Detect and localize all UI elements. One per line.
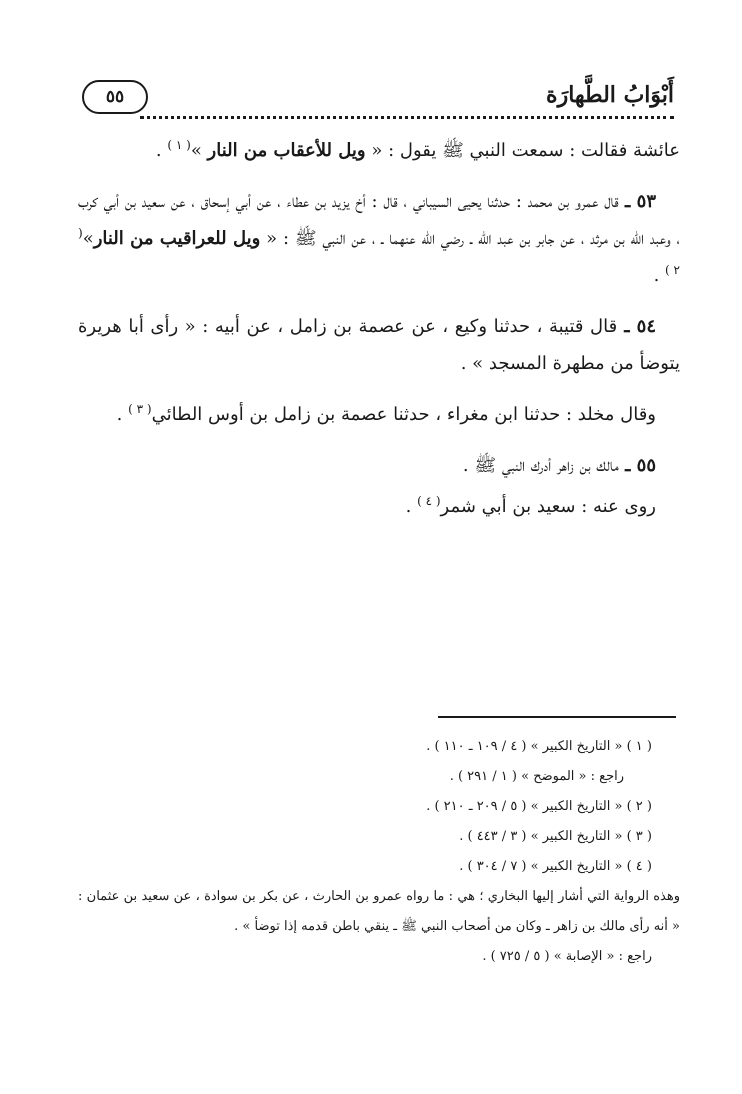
entry-54 bbox=[78, 308, 680, 382]
entry-53 bbox=[78, 183, 680, 294]
main-text bbox=[78, 132, 680, 539]
text: مالك بن زاهر أدرك النبي ﷺ . bbox=[462, 455, 619, 476]
page-header bbox=[82, 76, 674, 124]
footnote-separator bbox=[438, 716, 676, 718]
running-title: أَبْوَابُ الطَّهارَة bbox=[546, 82, 674, 108]
text: . bbox=[155, 140, 168, 161]
text: » bbox=[82, 228, 94, 249]
entry-55 bbox=[78, 447, 680, 484]
text: وقال مخلد : حدثنا ابن مغراء ، حدثنا عصمة بن زامل بن أوس الطائي bbox=[151, 404, 656, 425]
entry-number: ٥٥ ـ bbox=[618, 455, 656, 476]
paragraph-continuation bbox=[78, 132, 680, 169]
footnotes bbox=[78, 732, 680, 972]
text: . bbox=[653, 265, 666, 286]
hadith-quote: ويل للعراقيب من النار bbox=[93, 228, 261, 249]
footnote-4-ref: راجع : « الإصابة » ( ٥ / ٧٢٥ ) . bbox=[482, 949, 652, 964]
footnote-ref-1[interactable]: ( ١ ) bbox=[167, 138, 191, 152]
footnote-4: ( ٤ ) « التاريخ الكبير » ( ٧ / ٣٠٤ ) . bbox=[459, 859, 652, 874]
text: . bbox=[405, 496, 418, 517]
header-dotted-rule bbox=[140, 116, 674, 119]
footnote-ref-3[interactable]: ( ٣ ) bbox=[128, 402, 152, 416]
footnote-3: ( ٣ ) « التاريخ الكبير » ( ٣ / ٤٤٣ ) . bbox=[459, 829, 652, 844]
text: قال عمرو بن محمد : حدثنا يحيى السيباني ، قال : أخ يزيد بن عطاء ، عن أبي إسحاق ، عن سعيد بن أبي كرب ، وعبد الله بن مرثد ، عن جابر بن عبد الله ـ رضي الله عنهما ـ ، عن النبي ﷺ : « bbox=[78, 191, 681, 249]
text: . bbox=[116, 404, 129, 425]
text: عائشة فقالت : سمعت النبي ﷺ يقول : « bbox=[365, 140, 680, 161]
footnote-1: ( ١ ) « التاريخ الكبير » ( ٤ / ١٠٩ ـ ١١٠ ) . bbox=[426, 739, 652, 754]
text: روى عنه : سعيد بن أبي شمر bbox=[440, 496, 656, 517]
page-number-badge bbox=[82, 80, 148, 114]
footnote-4-note: وهذه الرواية التي أشار إليها البخاري ؛ هي : ما رواه عمرو بن الحارث ، عن بكر بن سوادة ، عن سعيد بن عثمان : « أنه رأى مالك بن زاهر ـ وكان من أصحاب النبي ﷺ ـ ينقي باطن قدمه إذا توضأ » . bbox=[78, 889, 680, 934]
footnote-ref-2[interactable]: ( ٢ ) bbox=[78, 226, 680, 277]
footnote-ref-4[interactable]: ( ٤ ) bbox=[417, 494, 441, 508]
entry-number: ٥٤ ـ bbox=[617, 316, 656, 337]
footnote-1-ref: راجع : « الموضح » ( ١ / ٢٩١ ) . bbox=[449, 769, 624, 784]
paragraph-narrator bbox=[78, 488, 680, 525]
paragraph-makhlad bbox=[78, 396, 680, 433]
footnote-2: ( ٢ ) « التاريخ الكبير » ( ٥ / ٢٠٩ ـ ٢١٠ ) . bbox=[426, 799, 652, 814]
text: قال قتيبة ، حدثنا وكيع ، عن عصمة بن زامل ، عن أبيه : « رأى أبا هريرة يتوضأ من مطهرة المسجد » . bbox=[78, 316, 680, 374]
entry-number: ٥٣ ـ bbox=[618, 191, 657, 212]
text: » bbox=[190, 140, 208, 161]
hadith-quote: ويل للأعقاب من النار bbox=[207, 140, 366, 161]
page-number: ٥٥ bbox=[105, 87, 125, 107]
